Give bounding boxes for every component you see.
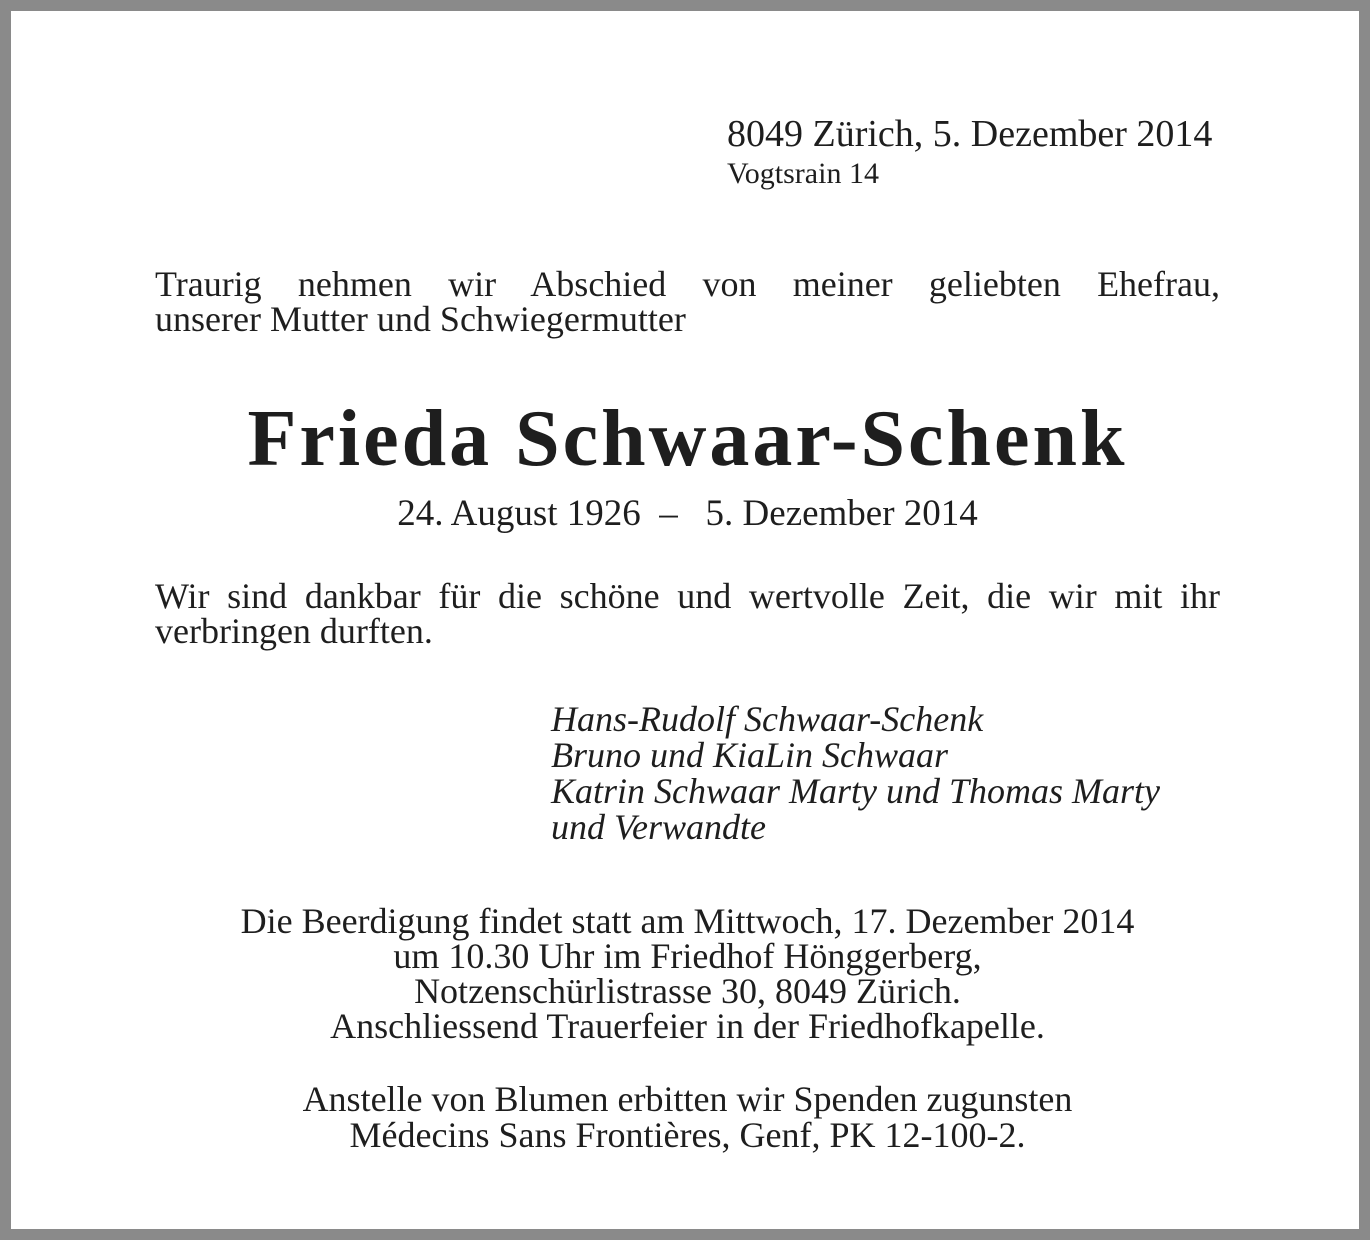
mourners-list [551,701,1160,845]
deceased-name: Frieda Schwaar-Schenk [247,395,1128,483]
mourner-line: und Verwandte [551,807,766,847]
donation-line: Médecins Sans Frontières, Genf, PK 12-100-2. [349,1115,1026,1155]
gratitude-line: Wir sind dankbar für die schöne und wertvolle Zeit, die wir mit ihr [155,576,1220,616]
mourner-line: Hans-Rudolf Schwaar-Schenk [551,699,984,739]
funeral-line: Anschliessend Trauerfeier in der Friedhofkapelle. [330,1006,1045,1046]
announcement-paragraph [155,264,1220,339]
donation-line: Anstelle von Blumen erbitten wir Spenden zugunsten [302,1079,1073,1119]
funeral-details [155,901,1220,1046]
funeral-line: um 10.30 Uhr im Friedhof Hönggerberg, [393,936,982,976]
funeral-line: Notzenschürlistrasse 30, 8049 Zürich. [414,971,961,1011]
funeral-line: Die Beerdigung findet statt am Mittwoch, 17. Dezember 2014 [240,901,1135,941]
mourner-line: Katrin Schwaar Marty und Thomas Marty [551,771,1161,811]
announcement-line: Traurig nehmen wir Abschied von meiner geliebten Ehefrau, [155,264,1220,304]
place-date-line: 8049 Zürich, 5. Dezember 2014 [727,113,1213,155]
mourner-line: Bruno und KiaLin Schwaar [551,735,949,775]
gratitude-paragraph [155,576,1220,651]
frame-top-inner-edge [0,9,1370,10]
donation-note [155,1081,1220,1153]
gratitude-line: verbringen durften. [155,611,433,651]
sender-address-line: Vogtsrain 14 [727,157,879,190]
frame-top-dark-edge [0,0,1370,2]
announcement-line: unserer Mutter und Schwiegermutter [155,299,686,339]
life-dates: 24. August 1926 – 5. Dezember 2014 [397,493,978,534]
